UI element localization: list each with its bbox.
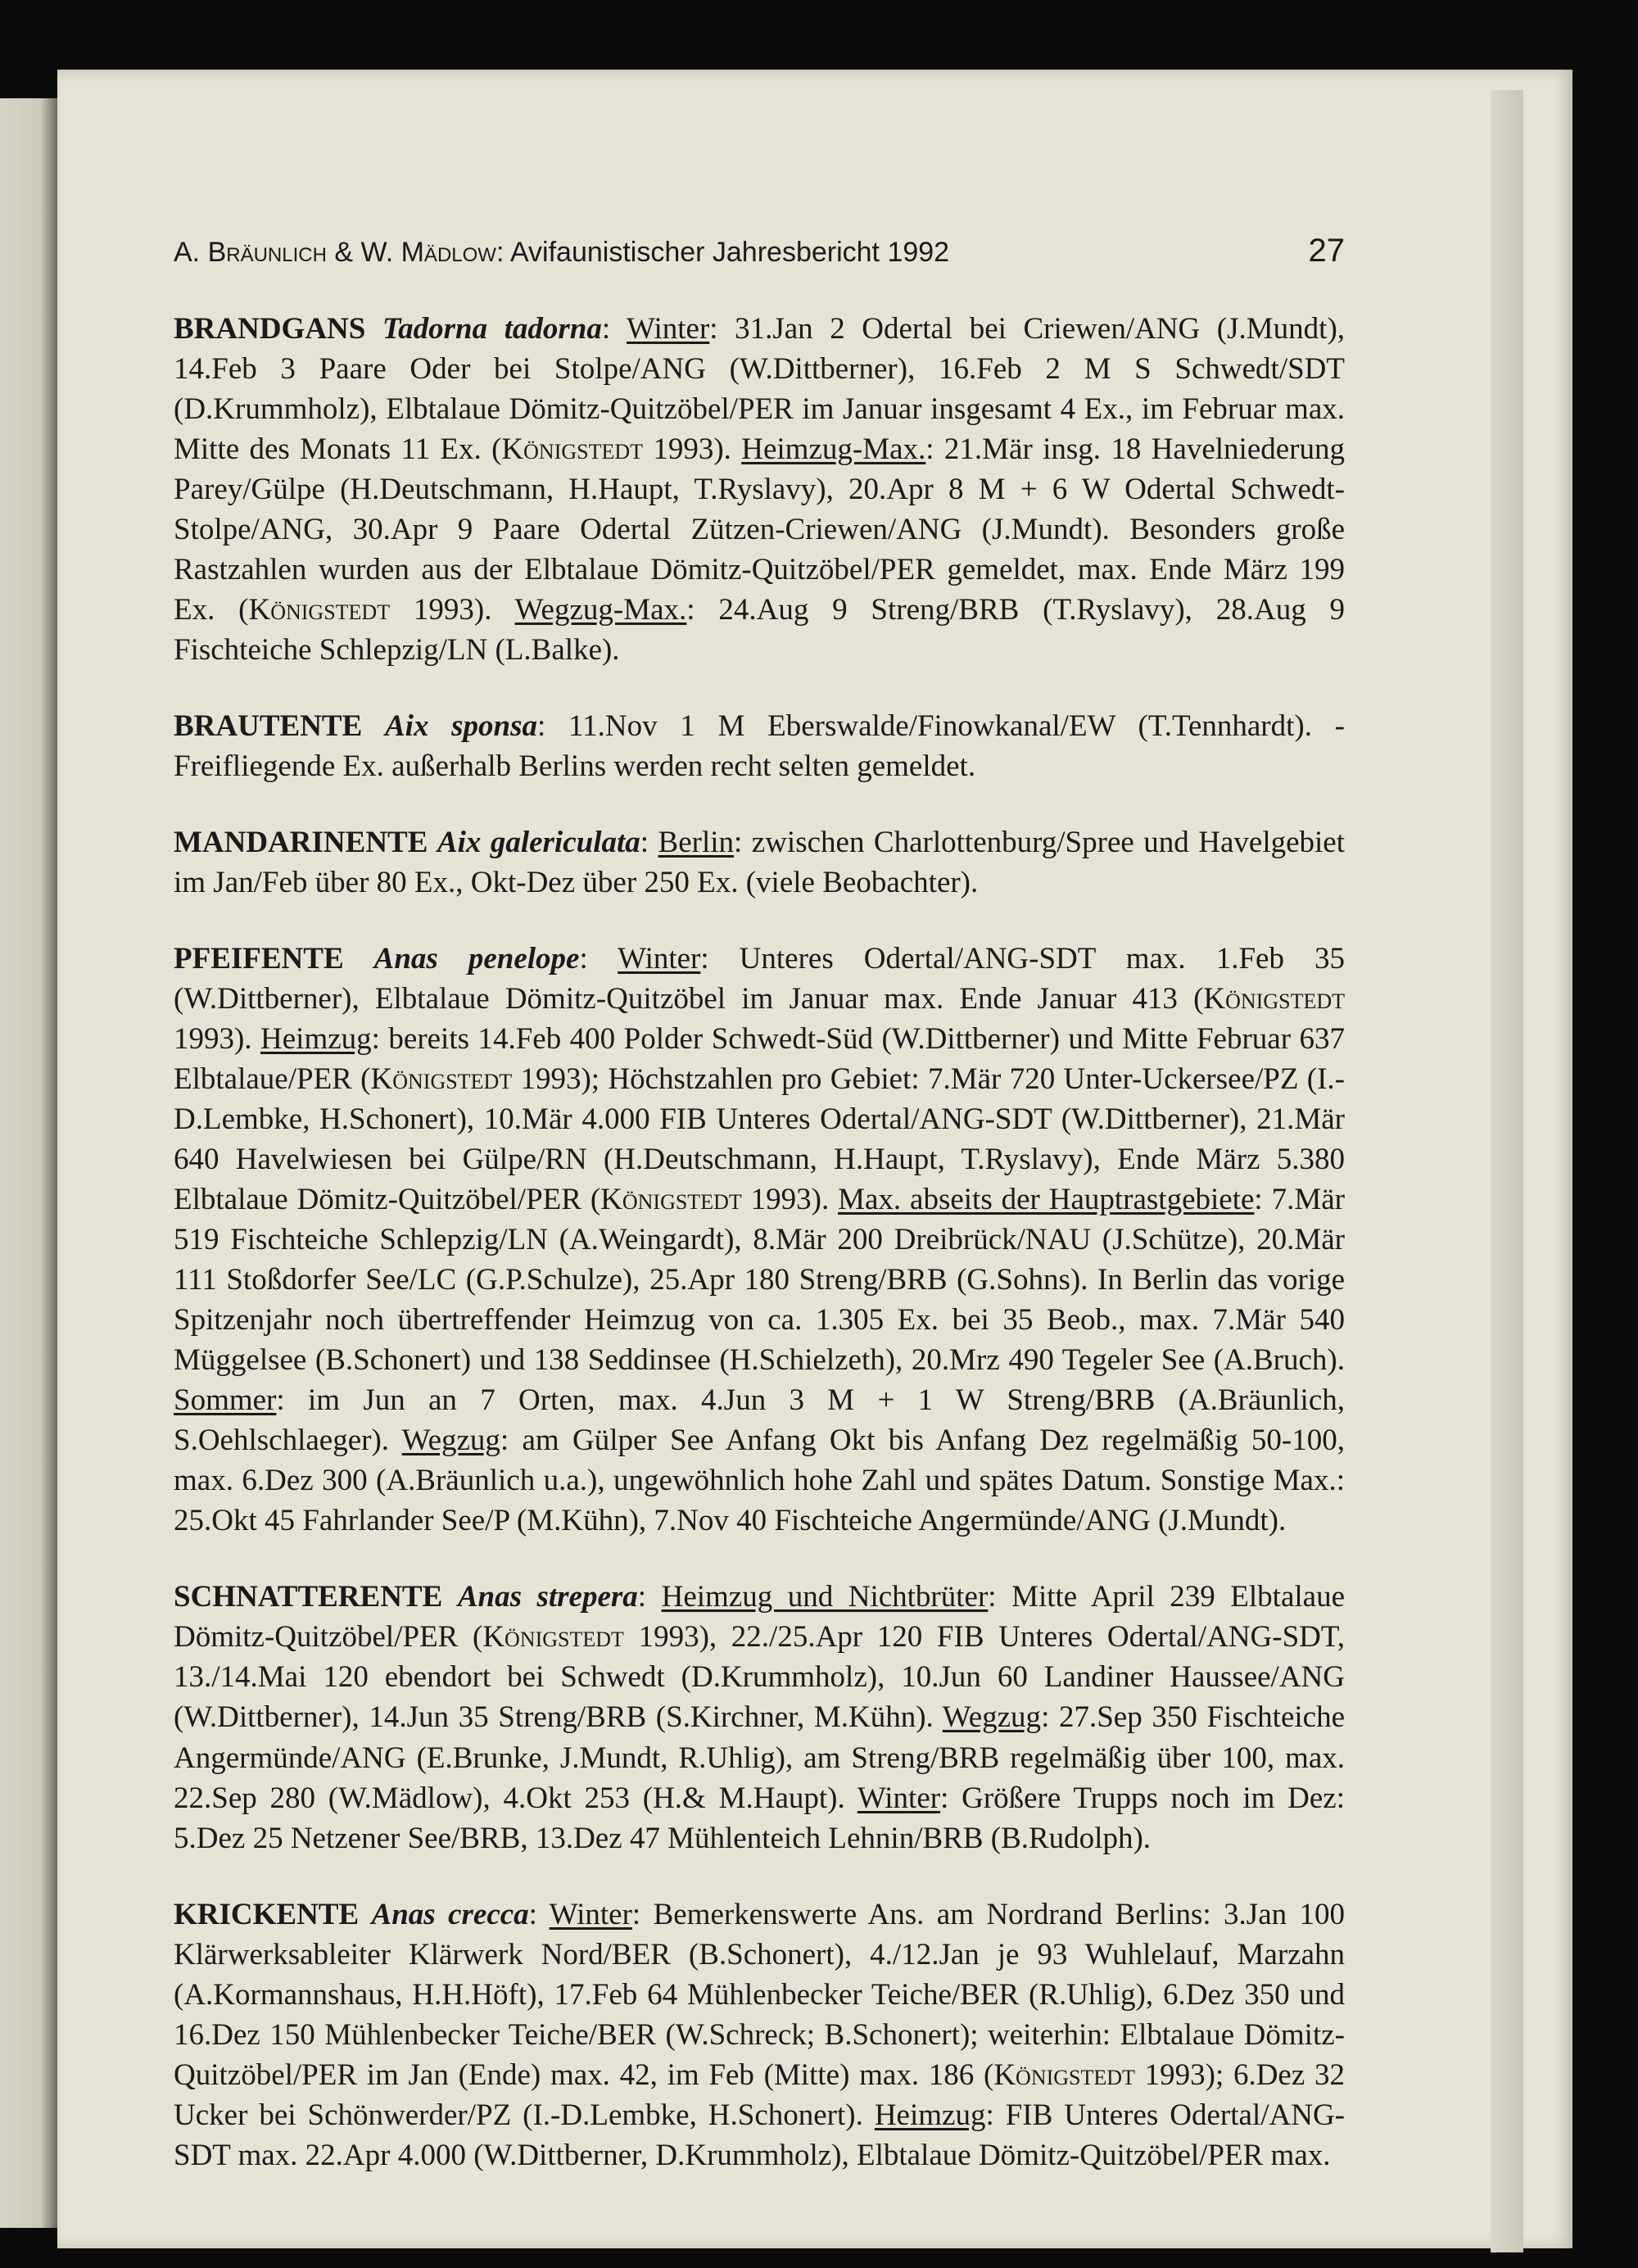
scientific-name: Anas crecca <box>371 1897 529 1931</box>
species-entry <box>174 706 1345 786</box>
section-label: Heimzug <box>260 1022 372 1057</box>
entry-text: 1993). <box>643 432 742 467</box>
section-label: Winter <box>627 312 710 346</box>
entry-text: : 24.Aug 9 Streng/BRB (T.Ryslavy), 28.Aug 9 Fischteiche Schlepzig/LN (L.Balke). <box>174 593 1345 668</box>
scientific-name: Anas strepera <box>457 1580 638 1614</box>
entry-text: 1993). <box>174 1022 261 1057</box>
running-header <box>174 229 1345 273</box>
page-number: 27 <box>1308 233 1345 269</box>
entry-text: : <box>640 826 658 860</box>
entry-text: : 31.Jan 2 Odertal bei Criewen/ANG (J.Mundt), 14.Feb 3 Paare Oder bei Stolpe/ANG (W.Dittberner), 16.Feb 2 M S Schwedt/SDT (D.Krummholz), Elbtalaue Dömitz-Quitzöbel/PER im Januar insgesamt 4 Ex., im Februar max. Mitte des Monats 11 Ex. ( <box>174 312 1346 467</box>
entry-text: : 21.Mär insg. 18 Havelniederung Parey/Gülpe (H.Deutschmann, H.Haupt, T.Ryslavy), 20.Apr 8 M + 6 W Odertal Schwedt-Stolpe/ANG, 30.Apr 9 Paare Odertal Zützen-Criewen/ANG (J.Mundt). Besonders große Rastzahlen wurden aus der Elbtalaue Dömitz-Quitzöbel/PER gemeldet, max. Ende März 199 Ex. ( <box>174 432 1345 627</box>
species-entry <box>174 822 1345 903</box>
scientific-name: Tadorna tadorna <box>382 312 602 346</box>
entry-text: : <box>601 312 627 346</box>
adjacent-page-edge <box>0 98 57 2228</box>
section-label: Wegzug <box>401 1424 500 1458</box>
entry-text: : Unteres Odertal/ANG-SDT max. 1.Feb 35 (W.Dittberner), Elbtalaue Dömitz-Quitzöbel im Januar max. Ende Januar 413 ( <box>174 942 1345 1016</box>
species-name: BRAUTENTE <box>174 709 363 744</box>
section-label: Heimzug <box>874 2098 986 2132</box>
citation-author: Königstedt <box>482 1620 624 1655</box>
entry-text: : bereits 14.Feb 400 Polder Schwedt-Süd (W.Dittberner) und Mitte Februar 637 Elbtalaue/PER ( <box>174 1022 1345 1097</box>
section-label: Wegzug-Max. <box>514 593 687 627</box>
entry-text: : zwischen Charlottenburg/Spree und Havelgebiet im Jan/Feb über 80 Ex., Okt-Dez über 250 Ex. (viele Beobachter). <box>174 826 1346 900</box>
page-content <box>174 229 1345 2211</box>
citation-author: Königstedt <box>993 2057 1135 2092</box>
species-entry <box>174 1895 1345 2175</box>
page-fore-edge <box>1491 90 1523 2252</box>
entry-text: 1993), 22./25.Apr 120 FIB Unteres Odertal/ANG-SDT, 13./14.Mai 120 ebendort bei Schwedt (D.Krummholz), 10.Jun 60 Landiner Haussee/ANG (W.Dittberner), 14.Jun 35 Streng/BRB (S.Kirchner, M.Kühn). <box>174 1620 1345 1735</box>
scientific-name: Aix sponsa <box>384 709 538 744</box>
species-entry <box>174 1577 1345 1858</box>
species-entry <box>174 309 1345 670</box>
section-label: Max. abseits der Hauptrastgebiete <box>838 1183 1255 1217</box>
section-label: Berlin <box>658 826 735 860</box>
entry-text: : <box>528 1897 550 1931</box>
entry-text: : am Gülper See Anfang Okt bis Anfang Dez regelmäßig 50-100, max. 6.Dez 300 (A.Bräunlich u.a.), ungewöhnlich hohe Zahl und spätes Datum. Sonstige Max.: 25.Okt 45 Fahrlander See/P (M.Kühn), 7.Nov 40 Fischteiche Angermünde/ANG (J.Mundt). <box>174 1424 1345 1538</box>
entry-text: : Mitte April 239 Elbtalaue Dömitz-Quitzöbel/PER ( <box>174 1580 1346 1655</box>
citation-author: Königstedt <box>501 432 644 467</box>
entry-text: 1993); 6.Dez 32 Ucker bei Schönwerder/PZ (I.-D.Lembke, H.Schonert). <box>174 2057 1345 2132</box>
species-name: SCHNATTERENTE <box>174 1580 443 1614</box>
scientific-name: Aix galericulata <box>437 826 640 860</box>
species-name: MANDARINENTE <box>174 826 428 860</box>
section-label: Heimzug-Max. <box>741 432 926 467</box>
species-name: BRANDGANS <box>174 312 366 346</box>
entry-text: : Bemerkenswerte Ans. am Nordrand Berlins: 3.Jan 100 Klärwerksableiter Klärwerk Nord/BER (B.Schonert), 4./12.Jan je 93 Wuhlelauf, Marzahn (A.Kormannshaus, H.H.Höft), 17.Feb 64 Mühlenbecker Teiche/BER (R.Uhlig), 6.Dez 350 und 16.Dez 150 Mühlenbecker Teiche/BER (W.Schreck; B.Schonert); weiterhin: Elbtalaue Dömitz-Quitzöbel/PER im Jan (Ende) max. 42, im Feb (Mitte) max. 186 ( <box>174 1897 1345 2092</box>
section-label: Wegzug <box>942 1700 1042 1735</box>
entry-text: : <box>579 942 618 976</box>
species-name: PFEIFENTE <box>174 942 344 976</box>
section-label: Winter <box>857 1781 941 1815</box>
entry-text: : FIB Unteres Odertal/ANG-SDT max. 22.Apr 4.000 (W.Dittberner, D.Krummholz), Elbtalaue Dömitz-Quitzöbel/PER max. <box>174 2098 1345 2172</box>
header-authors: A. Bräunlich & W. Mädlow: <box>174 237 505 268</box>
entry-text: : 11.Nov 1 M Eberswalde/Finowkanal/EW (T.Tennhardt). - Freifliegende Ex. außerhalb Berlins werden recht selten gemeldet. <box>174 709 1346 784</box>
citation-author: Königstedt <box>1203 982 1345 1016</box>
entry-text: : 27.Sep 350 Fischteiche Angermünde/ANG (E.Brunke, J.Mundt, R.Uhlig), am Streng/BRB regelmäßig über 100, max. 22.Sep 280 (W.Mädlow), 4.Okt 253 (H.& M.Haupt). <box>174 1700 1345 1815</box>
entry-text: 1993). <box>390 593 515 627</box>
species-entry <box>174 939 1345 1541</box>
entry-text: : 7.Mär 519 Fischteiche Schlepzig/LN (A.Weingardt), 8.Mär 200 Dreibrück/NAU (J.Schütze), 20.Mär 111 Stoßdorfer See/LC (G.P.Schulze), 25.Apr 180 Streng/BRB (G.Sohns). In Berlin das vorige Spitzenjahr noch übertreffender Heimzug von ca. 1.305 Ex. bei 35 Beob., max. 7.Mär 540 Müggelsee (B.Schonert) und 138 Seddinsee (H.Schielzeth), 20.Mrz 490 Tegeler See (A.Bruch). <box>174 1183 1345 1378</box>
header-title: Avifaunistischer Jahresbericht 1992 <box>509 237 950 268</box>
header-title-line <box>174 234 949 271</box>
entry-text: 1993); Höchstzahlen pro Gebiet: 7.Mär 720 Unter-Uckersee/PZ (I.-D.Lembke, H.Schonert), 10.Mär 4.000 FIB Unteres Odertal/ANG-SDT (W.Dittberner), 21.Mär 640 Havelwiesen bei Gülpe/RN (H.Deutschmann, H.Haupt, T.Ryslavy), Ende März 5.380 Elbtalaue Dömitz-Quitzöbel/PER ( <box>174 1062 1346 1217</box>
species-name: KRICKENTE <box>174 1897 360 1931</box>
section-label: Winter <box>618 942 701 976</box>
section-label: Sommer <box>174 1383 277 1418</box>
entry-text: : im Jun an 7 Orten, max. 4.Jun 3 M + 1 W Streng/BRB (A.Bräunlich, S.Oehlschlaeger). <box>174 1383 1345 1458</box>
section-label: Heimzug und Nichtbrüter <box>661 1580 989 1614</box>
entry-text: 1993). <box>741 1183 839 1217</box>
entry-text: : <box>637 1580 662 1614</box>
citation-author: Königstedt <box>248 593 391 627</box>
citation-author: Königstedt <box>600 1183 742 1217</box>
section-label: Winter <box>549 1897 632 1931</box>
entry-text: : Größere Trupps noch im Dez: 5.Dez 25 Netzener See/BRB, 13.Dez 47 Mühlenteich Lehnin/BRB (B.Rudolph). <box>174 1781 1345 1855</box>
species-entries <box>174 309 1345 2175</box>
citation-author: Königstedt <box>370 1062 513 1097</box>
scientific-name: Anas penelope <box>373 942 580 976</box>
